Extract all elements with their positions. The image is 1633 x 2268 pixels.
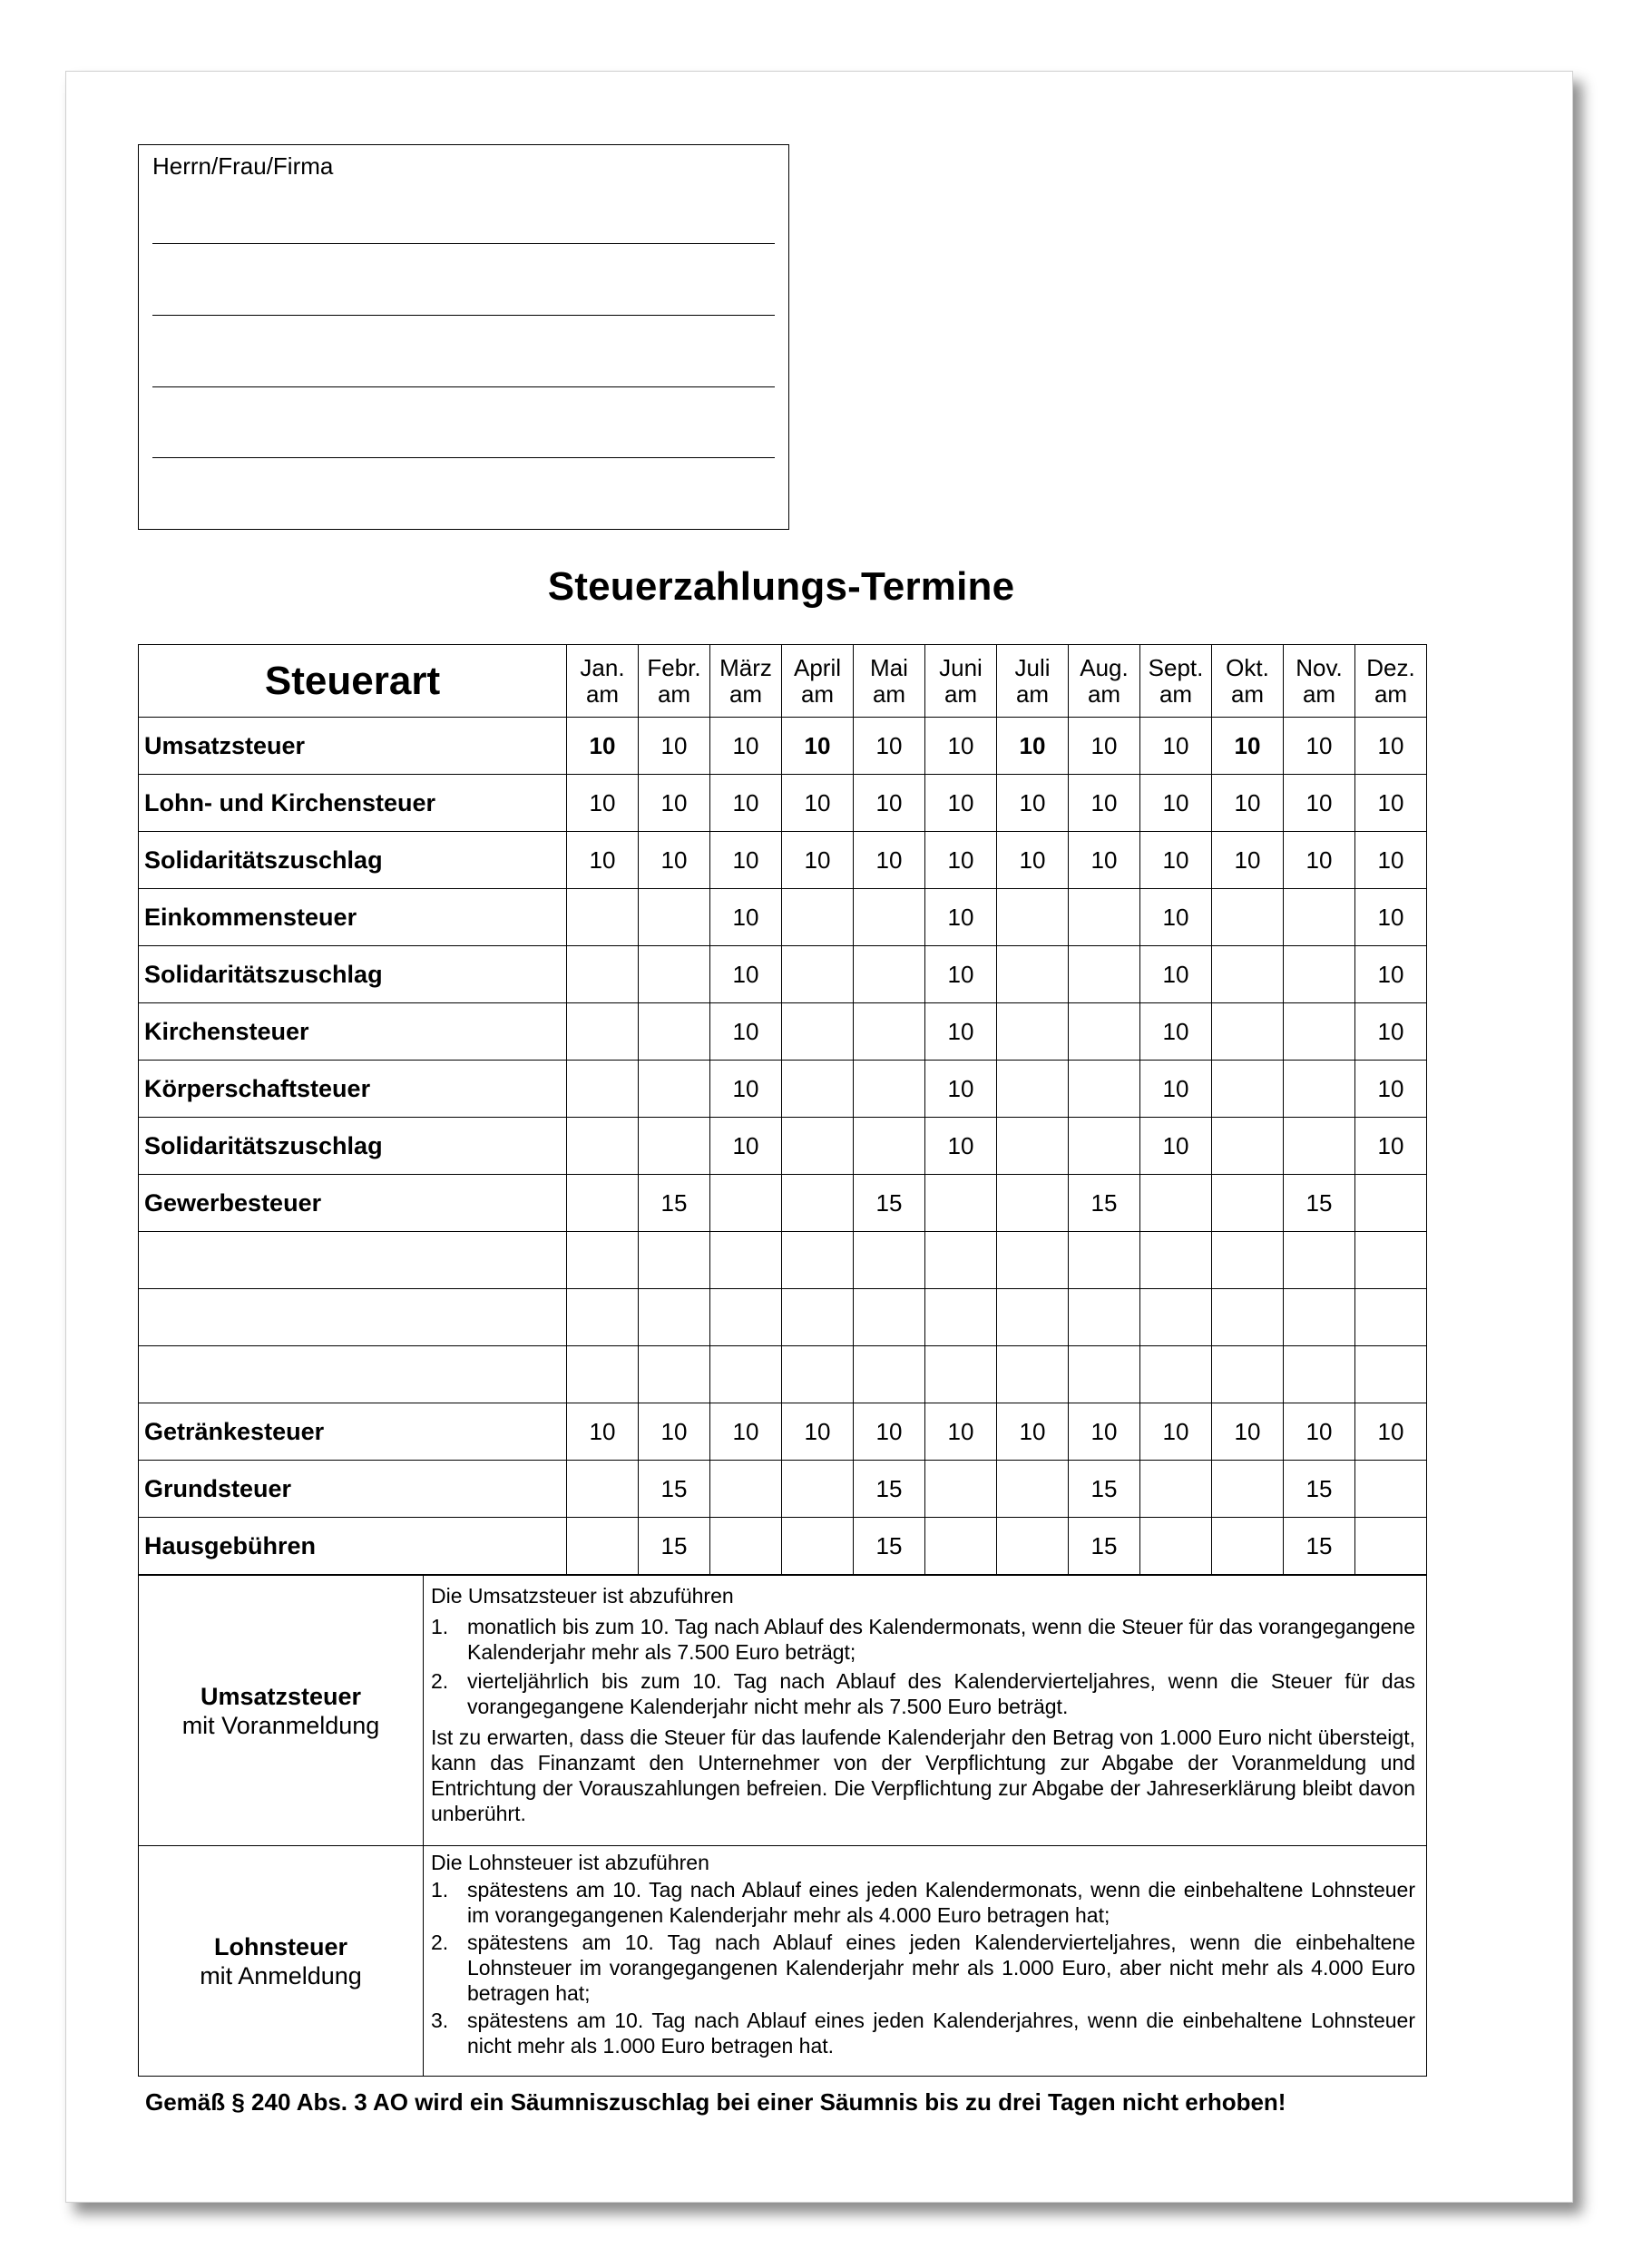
due-day-cell: 10 — [567, 775, 639, 832]
due-day-cell — [567, 1003, 639, 1061]
due-day-cell — [1284, 1061, 1355, 1118]
due-day-cell — [567, 1061, 639, 1118]
due-day-cell — [1212, 1232, 1284, 1289]
table-row — [139, 946, 1427, 1003]
due-day-cell — [925, 1346, 997, 1403]
due-day-cell: 10 — [639, 718, 710, 775]
due-day-cell — [782, 1175, 854, 1232]
month-header — [925, 645, 997, 718]
month-sub: am — [800, 679, 835, 708]
due-day-cell: 15 — [854, 1518, 925, 1575]
list-item — [431, 1877, 1415, 1928]
due-day-cell — [567, 889, 639, 946]
due-day-cell: 10 — [1284, 718, 1355, 775]
due-day-cell — [997, 1118, 1069, 1175]
due-day-cell: 10 — [1212, 832, 1284, 889]
due-day-cell — [854, 1289, 925, 1346]
due-day-cell — [854, 1118, 925, 1175]
due-day-cell: 10 — [1140, 1061, 1212, 1118]
due-day-cell: 15 — [639, 1518, 710, 1575]
due-day-cell — [925, 1518, 997, 1575]
due-day-cell: 10 — [782, 832, 854, 889]
month-header — [1069, 645, 1140, 718]
list-item — [431, 1930, 1415, 2006]
due-day-cell — [1284, 1003, 1355, 1061]
due-day-cell: 10 — [1212, 1403, 1284, 1461]
due-day-cell — [854, 1232, 925, 1289]
tax-type-cell: Gewerbesteuer — [139, 1175, 567, 1232]
due-day-cell — [567, 1232, 639, 1289]
due-day-cell — [997, 1061, 1069, 1118]
due-day-cell — [925, 1175, 997, 1232]
due-day-cell: 10 — [925, 718, 997, 775]
due-day-cell — [1069, 889, 1140, 946]
tax-type-cell — [139, 1346, 567, 1403]
month-header — [639, 645, 710, 718]
due-day-cell: 15 — [854, 1175, 925, 1232]
note-closing: Ist zu erwarten, dass die Steuer für das laufende Kalenderjahr den Betrag von 1.000 Euro nicht übersteigt, kann das Finanzamt den Unternehmer von der Verpflichtung zur Abgabe der Voranmeldung und Entrichtung der Vorauszahlungen befreien. Die Verpflichtung zur Abgabe der Jahreserklärung bleibt davon unberührt. — [431, 1725, 1415, 1825]
due-day-cell: 10 — [1212, 775, 1284, 832]
tax-type-cell: Hausgebühren — [139, 1518, 567, 1575]
list-number: 2. — [431, 1931, 449, 1954]
due-day-cell — [997, 946, 1069, 1003]
due-day-cell — [1355, 1175, 1427, 1232]
due-day-cell — [997, 1175, 1069, 1232]
due-day-cell: 10 — [1355, 775, 1427, 832]
due-day-cell — [1355, 1289, 1427, 1346]
table-row — [139, 1175, 1427, 1232]
note-row-lohnsteuer — [139, 1846, 1427, 2077]
due-day-cell: 10 — [782, 1403, 854, 1461]
month-sub: am — [585, 679, 620, 708]
note-label-normal: mit Anmeldung — [200, 1961, 362, 1989]
due-day-cell — [1212, 1175, 1284, 1232]
due-day-cell — [710, 1518, 782, 1575]
address-line — [152, 386, 775, 387]
due-day-cell — [1212, 1289, 1284, 1346]
due-day-cell: 10 — [1140, 1118, 1212, 1175]
month-sub: am — [1015, 679, 1050, 708]
month-header — [854, 645, 925, 718]
list-text: spätestens am 10. Tag nach Ablauf eines jeden Kalendervierteljahres, wenn die einbehaltene Lohnsteuer im vorangegangenen Kalenderjahr mehr als 1.000 Euro, aber nicht mehr als 4.000 Euro betragen hat; — [467, 1931, 1415, 2005]
due-day-cell — [997, 889, 1069, 946]
due-day-cell — [710, 1232, 782, 1289]
month-header — [710, 645, 782, 718]
table-row — [139, 1518, 1427, 1575]
month-name: Juni — [939, 653, 983, 681]
table-row — [139, 1289, 1427, 1346]
due-day-cell: 10 — [854, 1403, 925, 1461]
note-label-bold: Lohnsteuer — [213, 1932, 347, 1960]
month-sub: am — [728, 679, 763, 708]
due-day-cell — [782, 1518, 854, 1575]
due-day-cell: 10 — [1284, 832, 1355, 889]
list-item — [431, 2008, 1415, 2058]
due-day-cell — [1212, 889, 1284, 946]
due-day-cell — [1069, 1346, 1140, 1403]
due-day-cell — [639, 1003, 710, 1061]
due-day-cell — [854, 1346, 925, 1403]
due-day-cell — [1355, 1346, 1427, 1403]
list-text: spätestens am 10. Tag nach Ablauf eines jeden Kalenderjahres, wenn die einbehaltene Lohnsteuer nicht mehr als 1.000 Euro betragen hat. — [467, 2009, 1415, 2058]
tax-type-cell: Lohn- und Kirchensteuer — [139, 775, 567, 832]
due-day-cell: 10 — [639, 775, 710, 832]
month-sub: am — [657, 679, 691, 708]
due-day-cell: 10 — [710, 718, 782, 775]
notes-table — [138, 1575, 1427, 2077]
due-day-cell — [639, 1118, 710, 1175]
due-day-cell: 10 — [1355, 1118, 1427, 1175]
due-day-cell: 10 — [639, 1403, 710, 1461]
due-day-cell — [997, 1461, 1069, 1518]
table-row — [139, 1461, 1427, 1518]
tax-type-cell: Körperschaftsteuer — [139, 1061, 567, 1118]
due-day-cell — [710, 1289, 782, 1346]
due-day-cell: 10 — [710, 1403, 782, 1461]
due-day-cell — [710, 1346, 782, 1403]
table-row — [139, 718, 1427, 775]
month-name: April — [793, 653, 841, 681]
note-text-lohnsteuer — [424, 1846, 1427, 2077]
due-day-cell — [1140, 1346, 1212, 1403]
due-day-cell: 10 — [1069, 832, 1140, 889]
tax-type-cell: Solidaritätszuschlag — [139, 832, 567, 889]
due-day-cell: 10 — [710, 946, 782, 1003]
due-day-cell — [1069, 1061, 1140, 1118]
due-day-cell: 10 — [1140, 718, 1212, 775]
due-day-cell: 10 — [1140, 889, 1212, 946]
due-day-cell — [1212, 1518, 1284, 1575]
due-day-cell: 10 — [1140, 946, 1212, 1003]
due-day-cell: 10 — [997, 832, 1069, 889]
due-day-cell — [1069, 1232, 1140, 1289]
tax-schedule-table — [138, 644, 1427, 1575]
due-day-cell — [782, 1461, 854, 1518]
due-day-cell — [997, 1232, 1069, 1289]
month-header — [1140, 645, 1212, 718]
due-day-cell — [854, 946, 925, 1003]
due-day-cell — [782, 946, 854, 1003]
due-day-cell — [925, 1289, 997, 1346]
due-day-cell — [1069, 946, 1140, 1003]
due-day-cell: 10 — [1284, 775, 1355, 832]
due-day-cell: 15 — [1069, 1518, 1140, 1575]
due-day-cell — [997, 1518, 1069, 1575]
due-day-cell: 10 — [925, 1403, 997, 1461]
note-list — [431, 1614, 1415, 1719]
list-number: 1. — [431, 1878, 449, 1901]
due-day-cell: 10 — [1355, 889, 1427, 946]
month-sub: am — [872, 679, 906, 708]
due-day-cell: 10 — [854, 775, 925, 832]
due-day-cell: 10 — [710, 1061, 782, 1118]
note-label-normal: mit Voranmeldung — [181, 1711, 380, 1739]
due-day-cell: 10 — [1355, 1061, 1427, 1118]
due-day-cell: 10 — [1069, 718, 1140, 775]
due-day-cell — [567, 1518, 639, 1575]
due-day-cell — [1140, 1518, 1212, 1575]
table-row — [139, 1118, 1427, 1175]
due-day-cell: 10 — [1355, 946, 1427, 1003]
list-text: spätestens am 10. Tag nach Ablauf eines jeden Kalendermonats, wenn die einbehaltene Lohnsteuer im vorangegangenen Kalenderjahr mehr als 4.000 Euro betragen hat; — [467, 1878, 1415, 1927]
due-day-cell — [997, 1346, 1069, 1403]
month-name: Sept. — [1148, 653, 1204, 681]
due-day-cell: 15 — [639, 1175, 710, 1232]
tax-type-cell: Solidaritätszuschlag — [139, 946, 567, 1003]
tax-type-cell: Getränkesteuer — [139, 1403, 567, 1461]
due-day-cell — [1284, 1232, 1355, 1289]
month-sub: am — [1087, 679, 1121, 708]
due-day-cell: 10 — [925, 1061, 997, 1118]
due-day-cell — [1212, 946, 1284, 1003]
due-day-cell — [639, 1061, 710, 1118]
list-number: 3. — [431, 2009, 449, 2032]
tax-type-cell: Solidaritätszuschlag — [139, 1118, 567, 1175]
table-row — [139, 1003, 1427, 1061]
month-header — [1212, 645, 1284, 718]
month-name: Nov. — [1296, 653, 1343, 681]
due-day-cell — [1069, 1118, 1140, 1175]
address-line — [152, 457, 775, 458]
month-header — [1284, 645, 1355, 718]
due-day-cell: 10 — [1069, 1403, 1140, 1461]
due-day-cell — [639, 946, 710, 1003]
due-day-cell: 10 — [1355, 1403, 1427, 1461]
month-sub: am — [1374, 679, 1408, 708]
due-day-cell — [854, 889, 925, 946]
due-day-cell: 10 — [567, 832, 639, 889]
address-line — [152, 243, 775, 244]
due-day-cell: 10 — [997, 775, 1069, 832]
due-day-cell — [567, 946, 639, 1003]
due-day-cell — [1355, 1232, 1427, 1289]
due-day-cell — [567, 1346, 639, 1403]
table-body — [139, 718, 1427, 1575]
table-row — [139, 1346, 1427, 1403]
due-day-cell — [639, 1232, 710, 1289]
list-item — [431, 1668, 1415, 1719]
note-label-bold: Umsatzsteuer — [200, 1682, 362, 1710]
table-row — [139, 1061, 1427, 1118]
due-day-cell: 10 — [710, 889, 782, 946]
due-day-cell: 10 — [925, 832, 997, 889]
due-day-cell — [1140, 1175, 1212, 1232]
table-row — [139, 1232, 1427, 1289]
due-day-cell — [782, 1118, 854, 1175]
due-day-cell: 10 — [925, 1003, 997, 1061]
note-intro: Die Umsatzsteuer ist abzuführen — [431, 1584, 734, 1608]
table-row — [139, 889, 1427, 946]
note-list — [431, 1877, 1415, 2058]
due-day-cell: 10 — [997, 718, 1069, 775]
due-day-cell — [1140, 1289, 1212, 1346]
month-name: März — [719, 653, 772, 681]
month-name: Okt. — [1226, 653, 1269, 681]
due-day-cell — [782, 889, 854, 946]
due-day-cell — [782, 1232, 854, 1289]
due-day-cell — [997, 1289, 1069, 1346]
month-header — [782, 645, 854, 718]
due-day-cell: 15 — [1069, 1175, 1140, 1232]
due-day-cell — [639, 1289, 710, 1346]
month-sub: am — [1302, 679, 1336, 708]
address-label: Herrn/Frau/Firma — [152, 152, 334, 180]
due-day-cell — [854, 1061, 925, 1118]
due-day-cell — [1284, 1346, 1355, 1403]
due-day-cell: 10 — [1140, 1403, 1212, 1461]
list-number: 2. — [431, 1669, 449, 1693]
due-day-cell: 10 — [997, 1403, 1069, 1461]
due-day-cell — [925, 1461, 997, 1518]
table-header-row — [139, 645, 1427, 718]
due-day-cell: 10 — [1212, 718, 1284, 775]
due-day-cell: 15 — [854, 1461, 925, 1518]
due-day-cell: 10 — [567, 718, 639, 775]
table-row — [139, 775, 1427, 832]
due-day-cell — [1284, 889, 1355, 946]
due-day-cell: 15 — [1284, 1461, 1355, 1518]
due-day-cell — [997, 1003, 1069, 1061]
due-day-cell — [639, 889, 710, 946]
due-day-cell: 10 — [854, 832, 925, 889]
due-day-cell: 15 — [1284, 1518, 1355, 1575]
due-day-cell: 10 — [1355, 718, 1427, 775]
month-name: Mai — [870, 653, 908, 681]
month-header — [997, 645, 1069, 718]
table-row — [139, 1403, 1427, 1461]
due-day-cell: 10 — [782, 775, 854, 832]
list-number: 1. — [431, 1615, 449, 1638]
due-day-cell: 10 — [1140, 832, 1212, 889]
month-sub: am — [1159, 679, 1193, 708]
due-day-cell: 10 — [639, 832, 710, 889]
due-day-cell — [1140, 1461, 1212, 1518]
note-label-lohnsteuer — [139, 1846, 424, 2077]
due-day-cell — [925, 1232, 997, 1289]
due-day-cell: 10 — [1355, 832, 1427, 889]
note-intro: Die Lohnsteuer ist abzuführen — [431, 1851, 709, 1874]
due-day-cell: 10 — [925, 946, 997, 1003]
note-label-umsatzsteuer — [139, 1576, 424, 1846]
tax-type-cell: Einkommensteuer — [139, 889, 567, 946]
due-day-cell — [1069, 1003, 1140, 1061]
due-day-cell: 15 — [1284, 1175, 1355, 1232]
month-header — [567, 645, 639, 718]
footer-note: Gemäß § 240 Abs. 3 AO wird ein Säumniszuschlag bei einer Säumnis bis zu drei Tagen nicht erhoben! — [145, 2088, 1286, 2116]
due-day-cell: 10 — [1355, 1003, 1427, 1061]
due-day-cell: 10 — [782, 718, 854, 775]
due-day-cell — [782, 1289, 854, 1346]
list-item — [431, 1614, 1415, 1665]
due-day-cell: 10 — [925, 889, 997, 946]
due-day-cell — [1212, 1118, 1284, 1175]
month-name: Aug. — [1080, 653, 1129, 681]
due-day-cell: 10 — [710, 1003, 782, 1061]
due-day-cell: 10 — [854, 718, 925, 775]
due-day-cell: 10 — [710, 1118, 782, 1175]
due-day-cell: 10 — [925, 1118, 997, 1175]
note-text-umsatzsteuer — [424, 1576, 1427, 1846]
tax-type-cell — [139, 1232, 567, 1289]
due-day-cell — [710, 1461, 782, 1518]
due-day-cell — [710, 1175, 782, 1232]
tax-type-cell: Kirchensteuer — [139, 1003, 567, 1061]
page-title: Steuerzahlungs-Termine — [547, 564, 1015, 609]
due-day-cell: 10 — [1140, 1003, 1212, 1061]
due-day-cell — [782, 1346, 854, 1403]
month-sub: am — [1230, 679, 1265, 708]
due-day-cell — [1212, 1061, 1284, 1118]
list-text: monatlich bis zum 10. Tag nach Ablauf des Kalendermonats, wenn die Steuer für das vorangegangene Kalenderjahr mehr als 7.500 Euro beträgt; — [467, 1615, 1415, 1664]
due-day-cell — [1284, 1289, 1355, 1346]
month-name: Febr. — [647, 653, 701, 681]
table-row — [139, 832, 1427, 889]
address-line — [152, 315, 775, 316]
due-day-cell: 10 — [925, 775, 997, 832]
due-day-cell — [567, 1289, 639, 1346]
due-day-cell — [1212, 1346, 1284, 1403]
due-day-cell: 15 — [639, 1461, 710, 1518]
due-day-cell: 10 — [1284, 1403, 1355, 1461]
due-day-cell — [567, 1461, 639, 1518]
month-header — [1355, 645, 1427, 718]
tax-type-cell — [139, 1289, 567, 1346]
due-day-cell — [782, 1003, 854, 1061]
due-day-cell — [1284, 946, 1355, 1003]
due-day-cell — [567, 1175, 639, 1232]
due-day-cell — [1212, 1461, 1284, 1518]
due-day-cell — [1355, 1461, 1427, 1518]
due-day-cell: 10 — [1140, 775, 1212, 832]
due-day-cell — [639, 1346, 710, 1403]
due-day-cell — [1355, 1518, 1427, 1575]
due-day-cell — [1069, 1289, 1140, 1346]
tax-type-cell: Grundsteuer — [139, 1461, 567, 1518]
month-name: Dez. — [1366, 653, 1415, 681]
due-day-cell — [854, 1003, 925, 1061]
note-row-umsatzsteuer — [139, 1576, 1427, 1846]
due-day-cell — [1140, 1232, 1212, 1289]
address-box — [138, 144, 789, 530]
due-day-cell: 15 — [1069, 1461, 1140, 1518]
list-text: vierteljährlich bis zum 10. Tag nach Ablauf des Kalendervierteljahres, wenn die Steuer für das vorangegangene Kalenderjahr nicht mehr als 7.500 Euro beträgt. — [467, 1669, 1415, 1718]
due-day-cell — [782, 1061, 854, 1118]
tax-type-cell: Umsatzsteuer — [139, 718, 567, 775]
due-day-cell: 10 — [1069, 775, 1140, 832]
month-sub: am — [944, 679, 978, 708]
month-name: Juli — [1014, 653, 1051, 681]
due-day-cell — [1284, 1118, 1355, 1175]
due-day-cell: 10 — [710, 775, 782, 832]
steuerart-header: Steuerart — [139, 645, 567, 718]
month-name: Jan. — [580, 653, 625, 681]
due-day-cell: 10 — [567, 1403, 639, 1461]
due-day-cell — [567, 1118, 639, 1175]
due-day-cell: 10 — [710, 832, 782, 889]
due-day-cell — [1212, 1003, 1284, 1061]
